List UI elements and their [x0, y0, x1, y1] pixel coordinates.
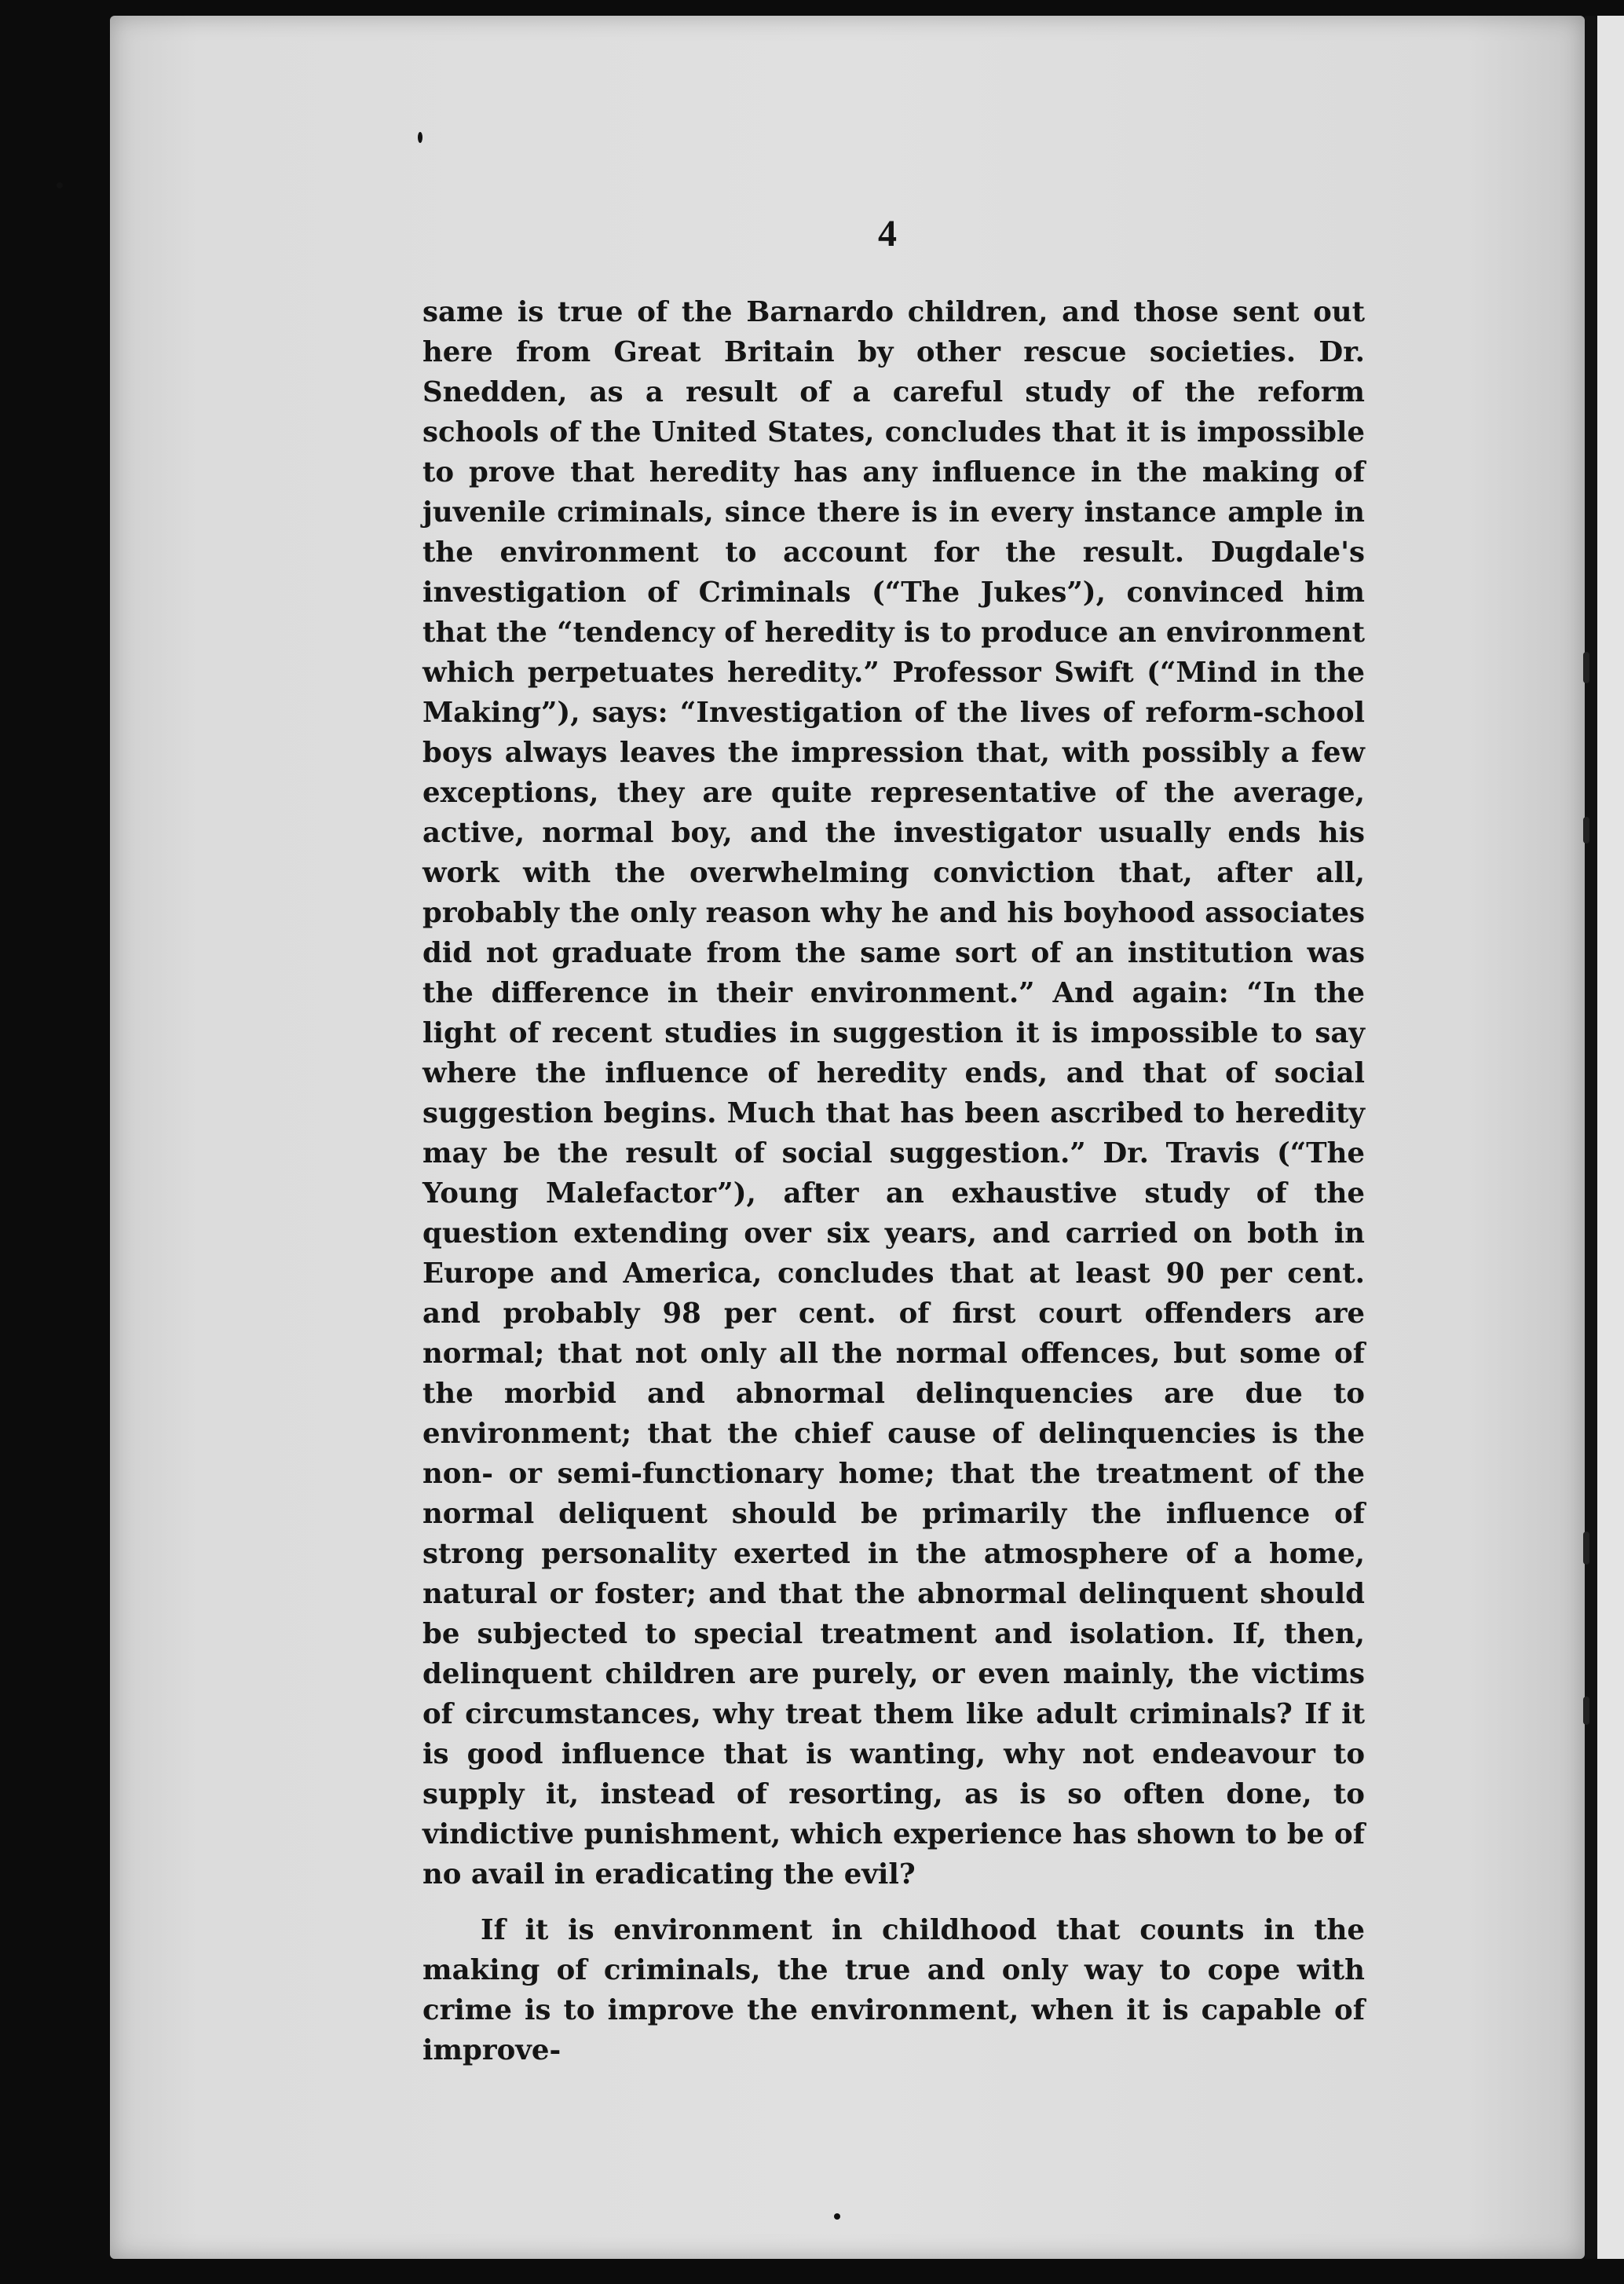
- page-number: 4: [878, 213, 897, 254]
- edge-mark: [1583, 1532, 1589, 1565]
- edge-mark: [1583, 817, 1589, 844]
- page-gutter: [1585, 16, 1597, 2259]
- paragraph: If it is environment in childhood that counts in the making of criminals, the true and only way to cope with crime is to improve the environment, when it is capable of improve-: [422, 1914, 1365, 2066]
- paragraph: same is true of the Barnardo children, and those sent out here from Great Britain by other rescue societies. Dr. Snedden, as a result of a careful study of the reform schools of the United States, concludes that it is impossible to prove that heredity has any influence in the making of juvenile criminals, since there is in every instance ample in the environment to account for the result. Dugdale's investigation of Criminals (“The Jukes”), convinced him that the “tendency of heredity is to produce an environment which perpetuates heredity.” Professor Swift (“Mind in the Making”), says: “Investigation of the lives of reform-school boys always leaves the impression that, with possibly a few exceptions, they are quite representative of the average, active, normal boy, and the investigator usually ends his work with the overwhelming conviction that, after all, probably the only reason why he and his boyhood associates did not graduate from the same sort of an institution was the difference in their environment.” And again: “In the light of recent studies in suggestion it is impossible to say where the influence of heredity ends, and that of social suggestion begins. Much that has been ascribed to heredity may be the result of social suggestion.” Dr. Travis (“The Young Malefactor”), after an exhaustive study of the question extending over six years, and carried on both in Europe and America, concludes that at least 90 per cent. and probably 98 per cent. of first court offenders are normal; that not only all the normal offences, but some of the morbid and abnormal delinquencies are due to environment; that the chief cause of delinquencies is the non- or semi-functionary home; that the treatment of the normal deliquent should be primarily the influence of strong personality exerted in the atmosphere of a home, natural or foster; and that the abnormal delinquent should be subjected to special treatment and isolation. If, then, delinquent children are purely, or even mainly, the victims of circumstances, why treat them like adult criminals? If it is good influence that is wanting, why not endeavour to supply it, instead of resorting, as is so often done, to vindictive punishment, which experience has shown to be of no avail in eradicating the evil?: [422, 296, 1365, 1891]
- scan-speck: [57, 182, 63, 189]
- edge-mark: [1583, 1697, 1589, 1725]
- scan-speck: [834, 2213, 840, 2220]
- facing-page-edge: [1597, 16, 1624, 2259]
- body-text: [422, 292, 1365, 2070]
- scan-speck: [418, 132, 422, 143]
- edge-mark: [1583, 652, 1589, 683]
